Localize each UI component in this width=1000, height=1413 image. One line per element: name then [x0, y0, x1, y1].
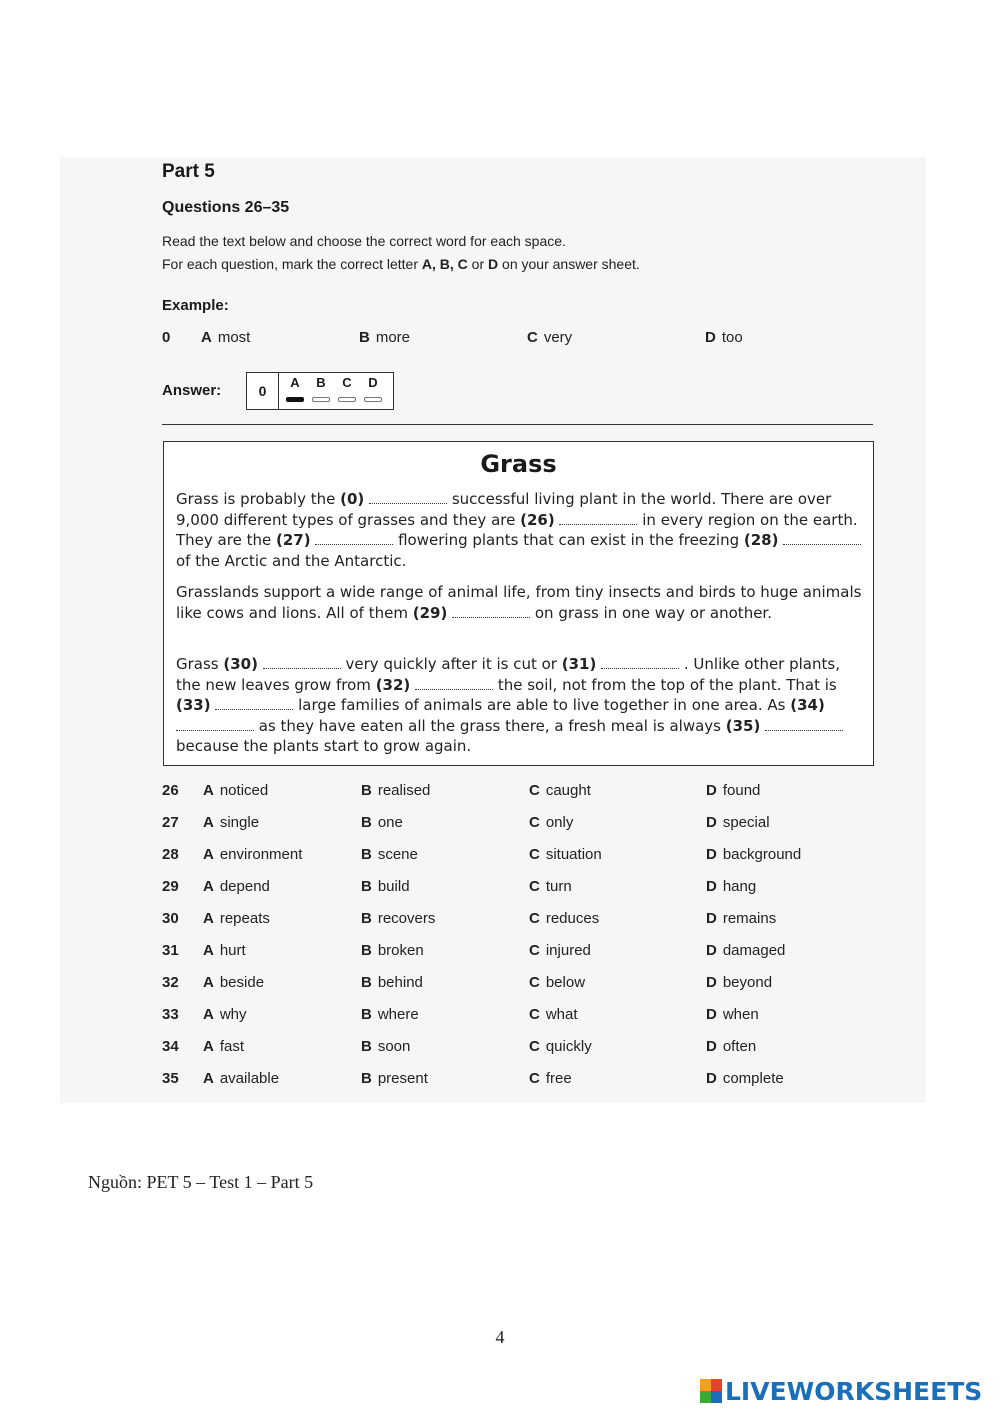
option-letter: A [203, 782, 214, 799]
option-text: present [377, 1070, 428, 1087]
option-text: beside [219, 974, 265, 991]
option-text: reduces [545, 910, 600, 927]
reading-text-box [163, 441, 874, 766]
option-text: environment [219, 846, 303, 863]
option-a[interactable] [203, 942, 246, 959]
option-letter: B [361, 910, 372, 927]
gap-blank[interactable] [415, 679, 493, 690]
option-a[interactable] [203, 782, 268, 799]
text-title: Grass [480, 450, 557, 478]
option-letter: A [203, 1070, 214, 1087]
paragraph-3 [176, 654, 862, 757]
text-segment: very quickly after it is cut or [340, 655, 562, 673]
option-text: where [377, 1006, 419, 1023]
option-text: remains [722, 910, 777, 927]
text-segment: in every region on the earth. They are the [176, 510, 858, 549]
option-letter: A [203, 942, 214, 959]
option-b[interactable] [361, 910, 435, 927]
gap-number: (26) [520, 510, 555, 529]
instruction-line-1: Read the text below and choose the correct word for each space. [162, 233, 566, 249]
gap-number: (29) [412, 603, 448, 622]
option-b[interactable] [361, 974, 423, 991]
text-segment: Grass is probably the [176, 490, 341, 508]
question-number: 35 [162, 1070, 179, 1087]
option-letter: C [529, 1038, 540, 1055]
gap-blank[interactable] [215, 699, 293, 710]
option-letter: C [529, 782, 540, 799]
option-b[interactable] [361, 1006, 419, 1023]
gap-number: (28) [743, 531, 779, 549]
option-text: hurt [219, 942, 246, 959]
option-letter: D [706, 814, 717, 831]
gap-number: (31) [561, 655, 597, 673]
option-text: recovers [377, 910, 436, 927]
gap-blank[interactable] [783, 534, 861, 545]
option-d[interactable] [706, 782, 760, 799]
answer-mark-d [364, 397, 382, 402]
option-c[interactable] [529, 878, 572, 895]
gap-number: (0) [340, 490, 365, 508]
example-answer-box [246, 372, 394, 410]
option-c[interactable] [529, 1070, 572, 1087]
question-number: 31 [162, 942, 179, 959]
option-text: build [377, 878, 410, 895]
answer-option-c: C [342, 375, 352, 390]
option-c[interactable] [529, 910, 599, 927]
option-c[interactable] [529, 846, 602, 863]
option-letter: B [361, 974, 372, 991]
gap-number: (34) [790, 696, 825, 714]
option-text: special [722, 814, 770, 831]
option-letter: A [203, 910, 214, 927]
option-a[interactable] [203, 1070, 279, 1087]
option-a[interactable] [203, 1038, 244, 1055]
option-letter: B [361, 1038, 372, 1055]
option-d[interactable] [706, 878, 756, 895]
option-letter: A [203, 846, 214, 863]
logo-tile [711, 1379, 722, 1391]
option-letter: C [529, 910, 540, 927]
gap-blank[interactable] [263, 658, 341, 669]
option-text: injured [545, 942, 591, 959]
option-d[interactable] [706, 910, 776, 927]
gap-blank[interactable] [601, 658, 679, 669]
option-letter: C [529, 1070, 540, 1087]
option-letter: B [361, 782, 372, 799]
option-d[interactable] [706, 814, 770, 831]
text-segment: of the Arctic and the Antarctic. [176, 551, 407, 570]
gap-number: (30) [223, 655, 258, 673]
gap-number: (35) [725, 716, 761, 735]
option-letter: D [706, 910, 717, 927]
option-text: hang [722, 878, 757, 895]
gap-number: (33) [176, 696, 211, 714]
option-c[interactable] [529, 1006, 578, 1023]
question-number: 29 [162, 878, 179, 895]
option-text: below [545, 974, 586, 991]
gap-blank[interactable] [452, 607, 530, 618]
option-text: quickly [545, 1038, 592, 1055]
gap-number: (27) [275, 531, 311, 549]
option-b[interactable] [361, 782, 430, 799]
option-text: damaged [722, 942, 786, 959]
answer-option-d: D [368, 375, 378, 390]
option-text: found [722, 782, 761, 799]
answer-option-b: B [316, 375, 326, 390]
gap-blank[interactable] [315, 534, 393, 545]
option-d[interactable] [706, 846, 801, 863]
option-text: turn [545, 878, 572, 895]
option-letter: D [706, 846, 717, 863]
liveworksheets-logo [700, 1378, 982, 1404]
option-letter: C [529, 878, 540, 895]
option-text: situation [545, 846, 602, 863]
gap-blank[interactable] [765, 720, 843, 731]
text-segment: large families of animals are able to live together in one area. As [293, 696, 791, 714]
divider [162, 424, 873, 425]
option-b[interactable] [361, 1038, 410, 1055]
answer-mark-c [338, 397, 356, 402]
option-text: noticed [219, 782, 269, 799]
gap-blank[interactable] [369, 493, 447, 504]
example-number: 0 [162, 329, 171, 346]
option-letter: C [529, 942, 540, 959]
option-b[interactable] [361, 846, 418, 863]
answer-option-a: A [290, 375, 300, 390]
logo-text: LIVEWORKSHEETS [725, 1376, 983, 1406]
option-letter: C [529, 974, 540, 991]
option-a[interactable] [203, 910, 270, 927]
logo-tile [711, 1391, 722, 1403]
option-text: background [722, 846, 802, 863]
example-option-b: B more [359, 329, 411, 346]
option-a[interactable] [203, 814, 259, 831]
option-b[interactable] [361, 1070, 428, 1087]
option-text: free [545, 1070, 572, 1087]
question-number: 32 [162, 974, 179, 991]
answer-box-number: 0 [247, 373, 279, 409]
option-d[interactable] [706, 1006, 759, 1023]
question-number: 33 [162, 1006, 179, 1023]
option-c[interactable] [529, 974, 585, 991]
logo-icon [700, 1379, 722, 1403]
option-text: one [377, 814, 403, 831]
answer-mark-a-filled [286, 397, 304, 402]
example-option-a: A most [201, 329, 251, 346]
option-letter: D [706, 942, 717, 959]
option-text: fast [219, 1038, 245, 1055]
option-d[interactable] [706, 974, 772, 991]
answer-label: Answer: [162, 382, 222, 399]
option-letter: C [529, 814, 540, 831]
option-letter: A [203, 1038, 214, 1055]
text-segment: successful living plant in the world. There are over 9,000 different types of grasses and they are [176, 490, 832, 529]
text-segment: Grasslands support a wide range of animal life, from tiny insects and birds to huge animals like cows and lions. All of them [176, 583, 862, 622]
question-number: 30 [162, 910, 179, 927]
option-letter: B [361, 846, 372, 863]
option-text: when [722, 1006, 759, 1023]
text-segment: because the plants start to grow again. [176, 737, 472, 755]
instruction-line-2: For each question, mark the correct letter A, B, C or D on your answer sheet. [162, 256, 640, 272]
option-d[interactable] [706, 942, 785, 959]
paragraph-1 [176, 489, 862, 571]
option-text: depend [219, 878, 270, 895]
gap-blank[interactable] [176, 720, 254, 731]
option-letter: D [706, 1006, 717, 1023]
option-d[interactable] [706, 1070, 784, 1087]
option-text: why [219, 1006, 247, 1023]
option-text: realised [377, 782, 431, 799]
option-letter: B [361, 814, 372, 831]
gap-blank[interactable] [559, 514, 637, 525]
example-label: Example: [162, 297, 229, 314]
option-letter: A [203, 974, 214, 991]
text-segment: Grass [176, 655, 224, 673]
example-option-d: D too [705, 329, 743, 346]
option-text: caught [545, 782, 591, 799]
option-letter: C [529, 846, 540, 863]
question-number: 34 [162, 1038, 179, 1055]
option-c[interactable] [529, 1038, 592, 1055]
option-text: broken [377, 942, 424, 959]
questions-range: Questions 26–35 [162, 199, 290, 216]
gap-number: (32) [375, 675, 411, 694]
option-letter: A [203, 1006, 214, 1023]
option-text: beyond [722, 974, 773, 991]
option-a[interactable] [203, 846, 302, 863]
option-b[interactable] [361, 878, 410, 895]
option-text: scene [377, 846, 418, 863]
option-a[interactable] [203, 1006, 247, 1023]
paragraph-2 [176, 582, 862, 623]
option-text: single [219, 814, 260, 831]
option-text: complete [722, 1070, 784, 1087]
option-letter: D [706, 1070, 717, 1087]
option-letter: D [706, 878, 717, 895]
option-c[interactable] [529, 814, 573, 831]
option-text: only [545, 814, 574, 831]
example-option-c: C very [527, 329, 573, 346]
option-letter: B [361, 878, 372, 895]
option-a[interactable] [203, 974, 264, 991]
option-d[interactable] [706, 1038, 756, 1055]
option-b[interactable] [361, 814, 403, 831]
option-c[interactable] [529, 942, 591, 959]
option-c[interactable] [529, 782, 591, 799]
option-letter: A [203, 878, 214, 895]
option-letter: B [361, 1070, 372, 1087]
source-note: Nguồn: PET 5 – Test 1 – Part 5 [88, 1172, 314, 1192]
text-segment: the soil, not from the top of the plant. That is [493, 675, 837, 694]
option-b[interactable] [361, 942, 424, 959]
option-text: often [722, 1038, 757, 1055]
option-text: available [219, 1070, 280, 1087]
option-letter: D [706, 1038, 717, 1055]
option-text: repeats [219, 910, 270, 927]
part-title: Part 5 [162, 161, 215, 182]
text-segment: as they have eaten all the grass there, a fresh meal is always [254, 716, 726, 735]
option-letter: B [361, 942, 372, 959]
option-letter: D [706, 974, 717, 991]
question-number: 26 [162, 782, 179, 799]
answer-mark-b [312, 397, 330, 402]
text-segment: flowering plants that can exist in the freezing [393, 531, 744, 549]
option-letter: A [203, 814, 214, 831]
text-segment: . Unlike other plants, the new leaves grow from [176, 655, 840, 694]
question-number: 27 [162, 814, 179, 831]
question-number: 28 [162, 846, 179, 863]
text-segment: on grass in one way or another. [530, 603, 772, 622]
logo-tile [700, 1391, 711, 1403]
option-letter: D [706, 782, 717, 799]
page-number: 4 [495, 1327, 505, 1347]
option-text: what [545, 1006, 578, 1023]
option-letter: B [361, 1006, 372, 1023]
option-a[interactable] [203, 878, 270, 895]
option-text: behind [377, 974, 423, 991]
logo-tile [700, 1379, 711, 1391]
option-letter: C [529, 1006, 540, 1023]
option-text: soon [377, 1038, 411, 1055]
